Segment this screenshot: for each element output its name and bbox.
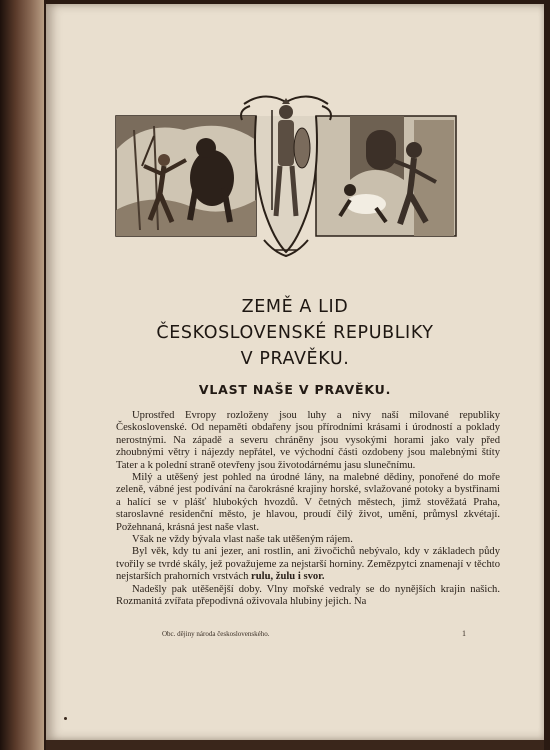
book-bottom-edge [46,740,544,750]
engraved-illustration [114,90,458,260]
body-text [116,410,500,609]
paragraph-3: Však ne vždy bývala vlast naše tak utěšeným rájem. [132,534,353,546]
paragraph-1: Uprostřed Evropy rozloženy jsou luhy a nivy naší milované republiky Československé. Od nepaměti obdařeny jsou přírodními krásami i úrodností a poklady nerostnými. Na západě a severu chráněny jsou vysokými horami jako valy před zhoubnými větry i nájezdy nepřátel, ve východní části ozdobeny jsou malebnými štíty Tater a k polední straně otevřeny jsou životodárnému jasu slunečnímu. [116,410,500,471]
book-page [46,4,544,740]
illustration-art [114,90,458,260]
title-line-2: ČESKOSLOVENSKÉ REPUBLIKY [156,323,434,343]
section-heading: VLAST NAŠE V PRAVĚKU. [198,382,392,397]
footer-signature: Obc. dějiny národa československého. [162,630,270,638]
ink-speck [64,717,67,720]
page-number: 1 [462,629,466,638]
title-line-3: V PRAVĚKU. [240,349,350,369]
left-panel-scene [116,116,256,236]
paragraph-4 [116,546,500,583]
paragraph-2: Milý a utěšený jest pohled na úrodné lány, na malebné dědiny, ponořené do moře zeleně, vábné jest podívání na čarokrásné krajiny horské, svlažované potoky a bystřinami a halící se v plášť hlubokých hvozdů. V četných městech, jimž stověžatá Praha, staroslavné residenční město, je hlavou, proudí čilý život, umění, průmysl zkvétají. Požehnaná, krásná jest naše vlast. [116,472,500,533]
bold-phrase: rulu, žulu i svor. [251,571,325,583]
right-panel-scene [316,116,456,236]
chapter-title [46,294,544,372]
paragraph-5: Nadešly pak utěšenější doby. Vlny mořské vedraly se do nynějších krajin našich. Rozmanitá zvířata přepodivná oživovala hlubiny jejich. Na [116,583,500,608]
title-line-1: ZEMĚ A LID [241,297,349,317]
paragraph-4-text: Byl věk, kdy tu ani jezer, ani rostlin, ani živočichů nebývalo, kdy v základech půdy tvořily se tvrdé skály, jež považujeme za nejstarší horniny. Zemězpytci znamenají v těchto nejstarších prahorních vrstvách [116,546,500,583]
book-spine-edge [0,0,44,750]
